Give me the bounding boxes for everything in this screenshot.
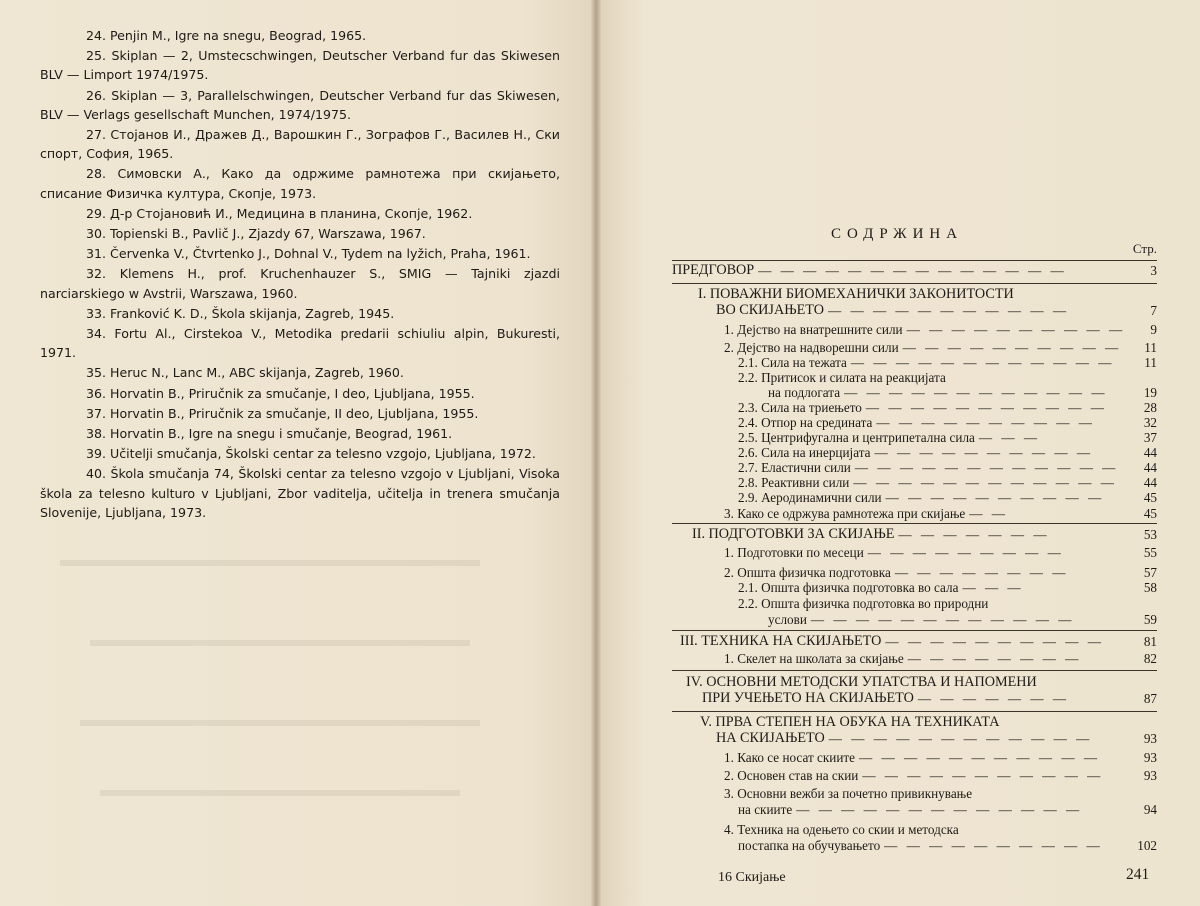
bibliography-entry: 28. Симовски А., Како да одржиме рамнотежа при скијањето, списание Физичка култура, Скопје, 1973. [40,166,560,201]
bibliography-entry: 38. Horvatin B., Igre na snegu i smučanje, Beograd, 1961. [86,426,453,442]
bibliography-entry: 31. Červenka V., Čtvrtenko J., Dohnal V., Tydem na lyžich, Praha, 1961. [86,246,531,262]
book-gutter [591,0,601,906]
bibliography-list [40,26,560,523]
bibliography-entry: 40. Škola smučanja 74, Školski centar za telesno vzgojo v Ljubljani, Visoka škola za telesno kulturo v Ljubljani, Zbor vaditelja, učitelja in trenera smučanja Slovenije, Ljubljana, 1973. [40,466,560,520]
toc-entry: III. ТЕХНИКА НА СКИЈАЊЕТО — — — — — — — — — — 81 [680,633,1157,649]
bibliography-entry: 36. Horvatin B., Priručnik za smučanje, I deo, Ljubljana, 1955. [86,385,475,401]
show-through-mark [90,640,470,646]
bibliography-entry: 26. Skiplan — 3, Parallelschwingen, Deutscher Verband fur das Skiwesen, BLV — Verlags gesellschaft Munchen, 1974/1975. [40,87,560,122]
bibliography-entry: 33. Franković K. D., Škola skijanja, Zagreb, 1945. [86,305,395,321]
toc-entry: V. ПРВА СТЕПЕН НА ОБУКА НА ТЕХНИКАТА [700,714,1000,730]
show-through-mark [80,720,480,726]
toc-divider [672,670,1157,671]
toc-entry: 2.6. Сила на инерцијата — — — — — — — — — — 44 [738,445,1157,460]
bibliography-entry: 30. Topienski B., Pavlič J., Zjazdy 67, Warszawa, 1967. [86,226,426,242]
toc-entry: 2. Дејство на надворешни сили — — — — — — — — — — 11 [724,340,1157,355]
toc-entry: II. ПОДГОТОВКИ ЗА СКИЈАЊЕ — — — — — — — 53 [692,526,1157,542]
toc-entry: I. ПОВАЖНИ БИОМЕХАНИЧКИ ЗАКОНИТОСТИ [698,286,1014,302]
bibliography-entry: 29. Д-р Стојановић И., Медицина в планина, Скопје, 1962. [86,205,473,221]
toc-entry: 1. Како се носат скиите — — — — — — — — — — — 93 [724,750,1157,765]
toc-entry: на подлогата — — — — — — — — — — — — 19 [768,385,1157,400]
toc-entry: IV. ОСНОВНИ МЕТОДСКИ УПАТСТВА И НАПОМЕНИ [686,674,1037,690]
page-column-label: Стр. [1132,241,1157,256]
toc-entry: 2.9. Аеродинамични сили — — — — — — — — — — 45 [738,490,1157,505]
toc-entry: 2. Општа физичка подготовка — — — — — — — — 57 [724,565,1157,580]
toc-entry: ВО СКИЈАЊЕТО — — — — — — — — — — — 7 [716,302,1157,318]
toc-entry: 1. Скелет на школата за скијање — — — — — — — — 82 [724,651,1157,666]
toc-entry: 2.2. Притисок и силата на реакцијата [738,370,946,385]
bibliography-entry: 25. Skiplan — 2, Umstecschwingen, Deutscher Verband fur das Skiwesen BLV — Limport 1974/1975. [40,48,560,83]
toc-heading: СОДРЖИНА [831,226,964,242]
show-through-mark [60,560,480,566]
toc-entry: 2.1. Сила на тежата — — — — — — — — — — — — 11 [738,355,1157,370]
toc-entry: 4. Техника на одењето со скии и методска [724,822,959,837]
toc-entry: 2.4. Отпор на средината — — — — — — — — — — 32 [738,415,1157,430]
toc-divider [672,260,1157,261]
toc-entry: НА СКИЈАЊЕТО — — — — — — — — — — — — 93 [716,730,1157,746]
toc-entry: 2. Основен став на скии — — — — — — — — — — — 93 [724,768,1157,783]
toc-divider [672,283,1157,284]
bibliography-entry: 27. Стојанов И., Дражев Д., Варошкин Г., Зографов Г., Василев Н., Ски спорт, София, 1965. [40,127,560,162]
toc-divider [672,523,1157,524]
toc-entry: услови — — — — — — — — — — — — 59 [768,612,1157,627]
toc-entry: 2.2. Општа физичка подготовка во природни [738,596,989,611]
toc-entry: 1. Дејство на внатрешните сили — — — — — — — — — — 9 [724,322,1157,337]
toc-divider [672,630,1157,631]
toc-entry: 3. Основни вежби за почетно привикнување [724,786,973,801]
bibliography-entry: 39. Učitelji smučanja, Školski centar za telesno vzgojo, Ljubljana, 1972. [86,446,536,462]
toc-entry: 3. Како се одржува рамнотежа при скијање — — 45 [724,506,1157,521]
toc-entry: ПРЕДГОВОР — — — — — — — — — — — — — — 3 [672,262,1157,278]
bibliography-entry: 34. Fortu Al., Cirstekoa V., Metodika predarii schiuliu alpin, Bukuresti, 1971. [40,326,560,361]
toc-entry: 1. Подготовки по месеци — — — — — — — — — 55 [724,545,1157,560]
printer-signature: 16 Скијање [718,870,786,885]
toc-divider [672,711,1157,712]
toc-entry: постапка на обучувањето — — — — — — — — — — 102 [738,838,1157,853]
bibliography-entry: 32. Klemens H., prof. Kruchenhauzer S., SMIG — Tajniki zjazdi narciarskiego w Avstrii, Warszawa, 1960. [40,266,560,301]
page-number: 241 [1126,866,1150,883]
show-through-mark [100,790,460,796]
toc-entry: на скиите — — — — — — — — — — — — — 94 [738,802,1157,817]
toc-entry: 2.3. Сила на триењето — — — — — — — — — — — 28 [738,400,1157,415]
bibliography-entry: 35. Heruc N., Lanc M., ABC skijanja, Zagreb, 1960. [86,365,404,381]
toc-entry: ПРИ УЧЕЊЕТО НА СКИЈАЊЕТО — — — — — — — 87 [702,690,1157,706]
toc-entry: 2.5. Центрифугална и центрипетална сила — — — 37 [738,430,1157,445]
toc-entry: 2.1. Општа физичка подготовка во сала — — — 58 [738,580,1157,595]
toc-entry: 2.8. Реактивни сили — — — — — — — — — — — — 44 [738,475,1157,490]
toc-entry: 2.7. Еластични сили — — — — — — — — — — — — 44 [738,460,1157,475]
bibliography-entry: 37. Horvatin B., Priručnik za smučanje, II deo, Ljubljana, 1955. [86,405,479,421]
bibliography-entry: 24. Penjin M., Igre na snegu, Beograd, 1965. [86,28,367,43]
